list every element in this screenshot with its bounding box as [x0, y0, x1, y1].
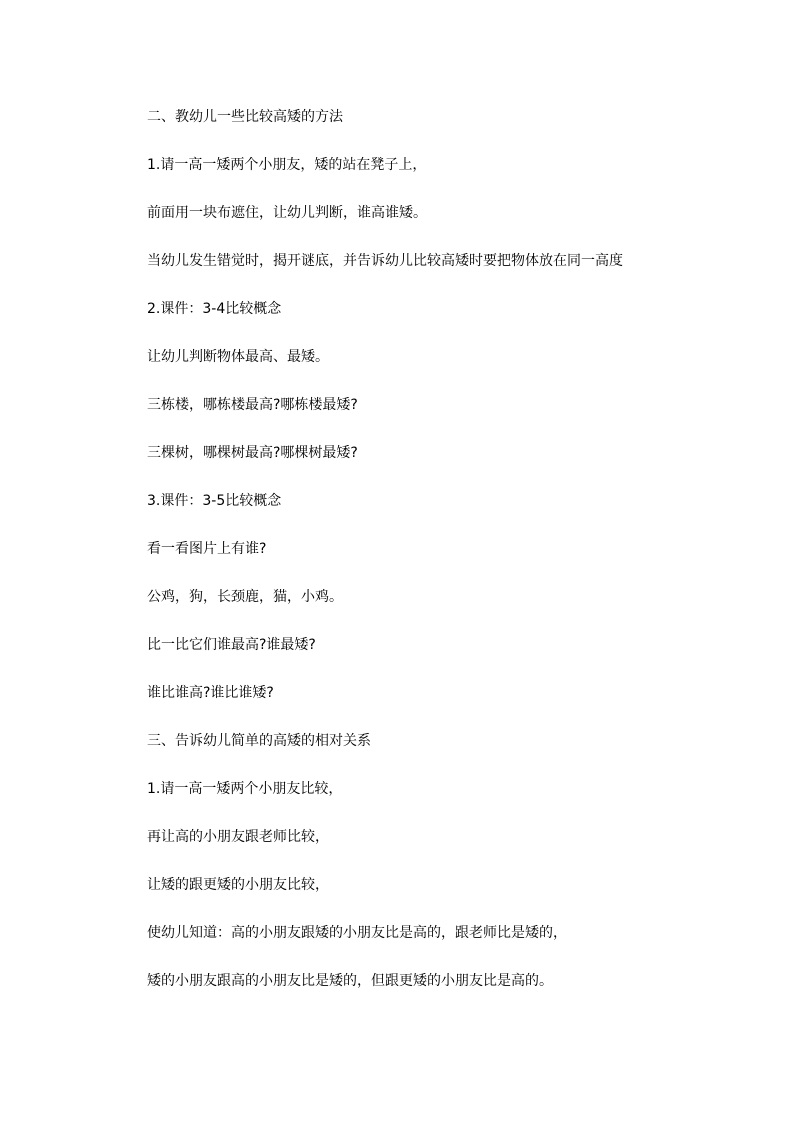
- paragraph-line: 三栋楼，哪栋楼最高?哪栋楼最矮?: [147, 397, 358, 413]
- paragraph-line: 让矮的跟更矮的小朋友比较，: [147, 877, 329, 893]
- paragraph-line: 让幼儿判断物体最高、最矮。: [147, 349, 329, 365]
- paragraph-line: 3.课件：3-5比较概念: [147, 493, 282, 509]
- paragraph-line: 公鸡，狗，长颈鹿，猫，小鸡。: [147, 589, 343, 605]
- paragraph-line: 使幼儿知道：高的小朋友跟矮的小朋友比是高的，跟老师比是矮的，: [147, 925, 567, 941]
- section-heading-2: 二、教幼儿一些比较高矮的方法: [147, 109, 343, 125]
- paragraph-line: 再让高的小朋友跟老师比较，: [147, 829, 329, 845]
- paragraph-line: 比一比它们谁最高?谁最矮?: [147, 637, 316, 653]
- paragraph-line: 1.请一高一矮两个小朋友比较，: [147, 781, 343, 797]
- paragraph-line: 2.课件：3-4比较概念: [147, 301, 282, 317]
- paragraph-line: 矮的小朋友跟高的小朋友比是矮的，但跟更矮的小朋友比是高的。: [147, 973, 553, 989]
- paragraph-line: 1.请一高一矮两个小朋友，矮的站在凳子上，: [147, 157, 427, 173]
- paragraph-line: 谁比谁高?谁比谁矮?: [147, 685, 274, 701]
- paragraph-line: 看一看图片上有谁?: [147, 541, 267, 557]
- section-heading-3: 三、告诉幼儿简单的高矮的相对关系: [147, 733, 371, 749]
- paragraph-line: 前面用一块布遮住，让幼儿判断，谁高谁矮。: [147, 205, 427, 221]
- paragraph-line: 三棵树，哪棵树最高?哪棵树最矮?: [147, 445, 358, 461]
- paragraph-line: 当幼儿发生错觉时，揭开谜底，并告诉幼儿比较高矮时要把物体放在同一高度: [147, 253, 623, 269]
